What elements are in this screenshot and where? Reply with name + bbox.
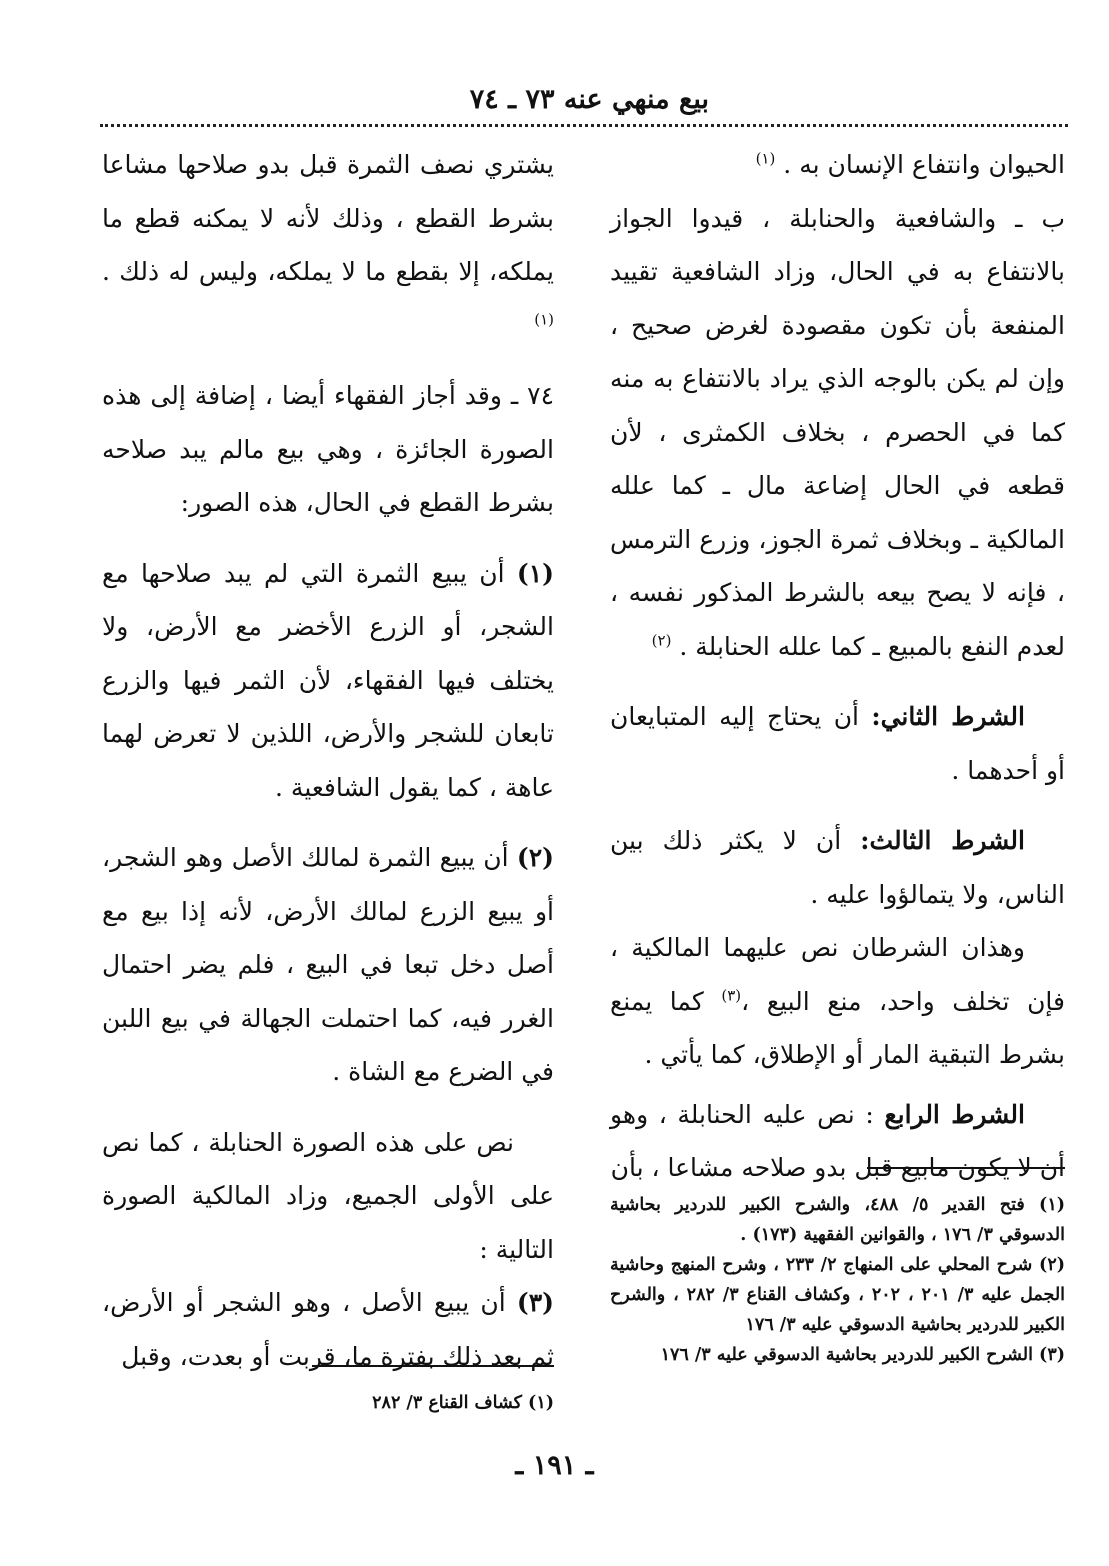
footnote-item: [102, 1388, 554, 1418]
paragraph-text: أن يبيع الثمرة التي لم يبد صلاحها مع الشجر، أو الزرع الأخضر مع الأرض، ولا يختلف فيها الفقهاء، لأن الثمر فيها والزرع تابعان للشجر والأرض، اللذين لا تعرض لهما عاهة ، كما يقول الشافعية .: [102, 558, 554, 802]
paragraph-text: يشتري نصف الثمرة قبل بدو صلاحها مشاعا بشرط القطع ، وذلك لأنه لا يمكنه قطع ما يملكه، إلا بقطع ما لا يملكه، وليس له ذلك .: [102, 150, 554, 286]
paragraph-case-1: [102, 547, 554, 815]
condition-label: الشرط الثالث:: [860, 826, 1025, 855]
paragraph-text: ٧٤ ـ وقد أجاز الفقهاء أيضا ، إضافة إلى هذه الصورة الجائزة ، وهي بيع مالم يبد صلاحه بشرط القطع في الحال، هذه الصور:: [102, 381, 554, 517]
case-number: (٢): [516, 843, 554, 872]
paragraph-text: أن يبيع الأصل ، وهو الشجر أو الأرض، ثم بعد ذلك بفترة ما، قربت أو بعدت، وقبل: [102, 1288, 554, 1371]
footnote-ref: (١): [534, 310, 554, 329]
paragraph-third-condition: [610, 814, 1065, 921]
footnotes-right: [610, 1190, 1065, 1370]
page-number: ـ ١٩١ ـ: [515, 1450, 594, 1481]
paragraph-half-fruit: [102, 138, 554, 352]
case-number: (٣): [516, 1288, 554, 1317]
paragraph-section-74: [102, 369, 554, 530]
paragraph-second-condition: [610, 690, 1065, 797]
paragraph-text: أن يحتاج إليه المتبايعان أو أحدهما .: [610, 702, 1065, 785]
footnote-text: فتح القدير ٥/ ٤٨٨، والشرح الكبير للدردير بحاشية الدسوقي ٣/ ١٧٦ ، والقوانين الفقهية (١٧٣) .: [610, 1195, 1065, 1245]
running-header: [470, 82, 709, 118]
footnote-item: [610, 1250, 1065, 1340]
paragraph-fourth-condition: [610, 1088, 1065, 1195]
footnote-number: (٢): [1039, 1255, 1066, 1275]
paragraph-text: ب ـ والشافعية والحنابلة ، قيدوا الجواز بالانتفاع به في الحال، وزاد الشافعية تقييد المنفعة بأن تكون مقصودة لغرض صحيح ، وإن لم يكن بالوجه الذي يراد بالانتفاع به منه كما في الحصرم ، بخلاف الكمثرى ، لأن قطعه في الحال إضاعة مال ـ كما علله المالكية ـ وبخلاف ثمرة الجوز، وزرع الترمس ، فإنه لا يصح بيعه بالشرط المذكور نفسه ، لعدم النفع بالمبيع ـ كما علله الحنابلة .: [610, 203, 1065, 661]
paragraph-text: أن يبيع الثمرة لمالك الأصل وهو الشجر، أو يبيع الزرع لمالك الأرض، لأنه إذا بيع مع أصل دخل تبعا في البيع ، فلم يضر احتمال الغرر فيه، كما احتملت الجهالة في بيع اللبن في الضرع مع الشاة .: [102, 843, 554, 1086]
paragraph-text: نص على هذه الصورة الحنابلة ، كما نص على الأولى الجميع، وزاد المالكية الصورة التالية :: [102, 1127, 554, 1264]
paragraph-gap: [102, 530, 554, 547]
footnote-separator-right: [867, 1167, 1065, 1169]
paragraph-case-2: [102, 831, 554, 1099]
right-column: [610, 138, 1065, 1195]
paragraph-text: أن لا يكثر ذلك بين الناس، ولا يتمالؤوا عليه .: [610, 826, 1065, 909]
paragraph-gap: [102, 1099, 554, 1116]
paragraph-animal-benefit: [610, 138, 1065, 192]
running-header-title: بيع منهي عنه ٧٣ ـ ٧٤: [469, 84, 709, 115]
paragraph-gap: [610, 797, 1065, 814]
paragraph-text: الحيوان وانتفاع الإنسان به .: [783, 150, 1065, 179]
paragraph-gap: [102, 814, 554, 831]
left-column: [102, 138, 554, 1383]
footnote-item: [610, 1190, 1065, 1250]
footnotes-left: [102, 1388, 554, 1418]
header-dotted-rule: [100, 124, 1068, 127]
paragraph-text: : نص عليه الحنابلة ، وهو أن لا يكون مابيع قبل بدو صلاحه مشاعا ، بأن: [610, 1099, 1065, 1182]
condition-label: الشرط الرابع: [884, 1099, 1025, 1129]
footnote-text: كشاف القناع ٣/ ٢٨٢: [372, 1393, 529, 1413]
paragraph-gap: [102, 352, 554, 369]
footnote-number: (١): [528, 1393, 554, 1413]
case-number: (١): [516, 558, 554, 588]
paragraph-text: كما يمنع بشرط التبقية المار أو الإطلاق، كما يأتي .: [610, 986, 1065, 1069]
footnote-text: الشرح الكبير للدردير بحاشية الدسوقي عليه ٣/ ١٧٦: [660, 1345, 1040, 1365]
footnote-ref: (١): [755, 149, 776, 168]
paragraph-text: وهذان الشرطان نص عليهما المالكية ، فإن تخلف واحد، منع البيع ،: [610, 933, 1065, 1016]
footnote-ref: (٢): [651, 631, 672, 650]
footnote-ref: (٣): [721, 986, 742, 1005]
paragraph-hanbali-note: [102, 1116, 554, 1277]
condition-label: الشرط الثاني:: [871, 702, 1025, 731]
footnote-number: (٣): [1039, 1345, 1065, 1365]
footnote-text: شرح المحلي على المنهاج ٢/ ٢٣٣ ، وشرح المنهج وحاشية الجمل عليه ٣/ ٢٠١ ، ٢٠٢ ، وكشاف القناع ٣/ ٢٨٢ ، والشرح الكبير للدردير بحاشية الدسوقي عليه ٣/ ١٧٦: [610, 1255, 1066, 1335]
footnote-number: (١): [1039, 1195, 1065, 1215]
paragraph-gap: [610, 673, 1065, 690]
paragraph-two-conditions-maliki: [610, 921, 1065, 1082]
footnote-item: [610, 1340, 1065, 1370]
footnote-separator-left: [312, 1365, 554, 1367]
paragraph-shafii-hanbali: [610, 192, 1065, 674]
